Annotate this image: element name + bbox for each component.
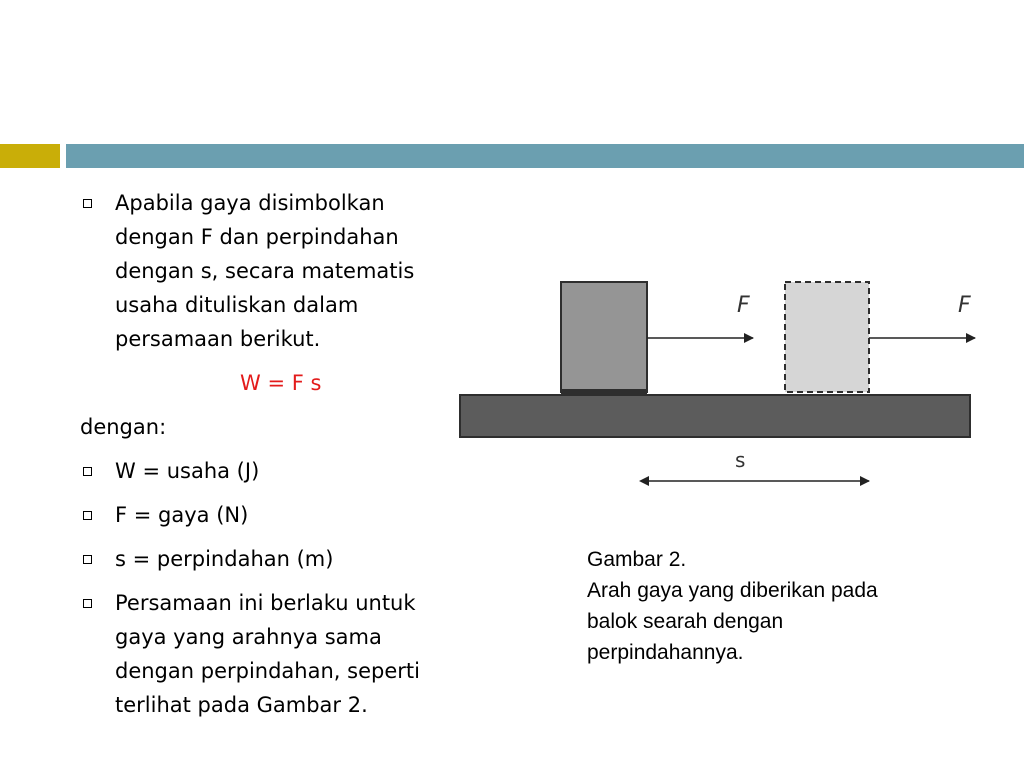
bullet-item — [80, 586, 460, 722]
bullet-text: W = usaha (J) — [115, 459, 260, 483]
work-formula: W = F s — [240, 371, 322, 395]
force-label-2: F — [958, 293, 971, 318]
intro-text: dengan: — [80, 415, 167, 439]
bullet-item — [80, 186, 460, 356]
bullet-item — [80, 454, 460, 488]
block-base — [561, 389, 647, 395]
bullet-item — [80, 498, 460, 532]
square-bullet-icon — [83, 511, 92, 520]
bullet-text: s = perpindahan (m) — [115, 547, 334, 571]
square-bullet-icon — [83, 467, 92, 476]
figure-caption — [587, 544, 907, 668]
square-bullet-icon — [83, 199, 92, 208]
square-bullet-icon — [83, 555, 92, 564]
floor-surface — [460, 395, 970, 437]
block-initial — [561, 282, 647, 392]
block-displacement-figure — [455, 270, 980, 495]
bullet-text: Apabila gaya disimbolkan dengan F dan perpindahan dengan s, secara matematis usaha dituliskan dalam persamaan berikut. — [115, 191, 415, 351]
bullet-text: Persamaan ini berlaku untuk gaya yang arahnya sama dengan perpindahan, seperti terlihat pada Gambar 2. — [115, 591, 420, 717]
header-accent-blue — [66, 144, 1024, 168]
bullet-item — [80, 542, 460, 576]
header-accent-gold — [0, 144, 60, 168]
displacement-label: s — [735, 448, 746, 472]
bullet-text: F = gaya (N) — [115, 503, 249, 527]
caption-title: Gambar 2. — [587, 548, 687, 571]
force-label-1: F — [737, 293, 750, 318]
square-bullet-icon — [83, 599, 92, 608]
block-final — [785, 282, 869, 392]
slide-text — [80, 186, 460, 732]
caption-body: Arah gaya yang diberikan pada balok searah dengan perpindahannya. — [587, 579, 878, 664]
